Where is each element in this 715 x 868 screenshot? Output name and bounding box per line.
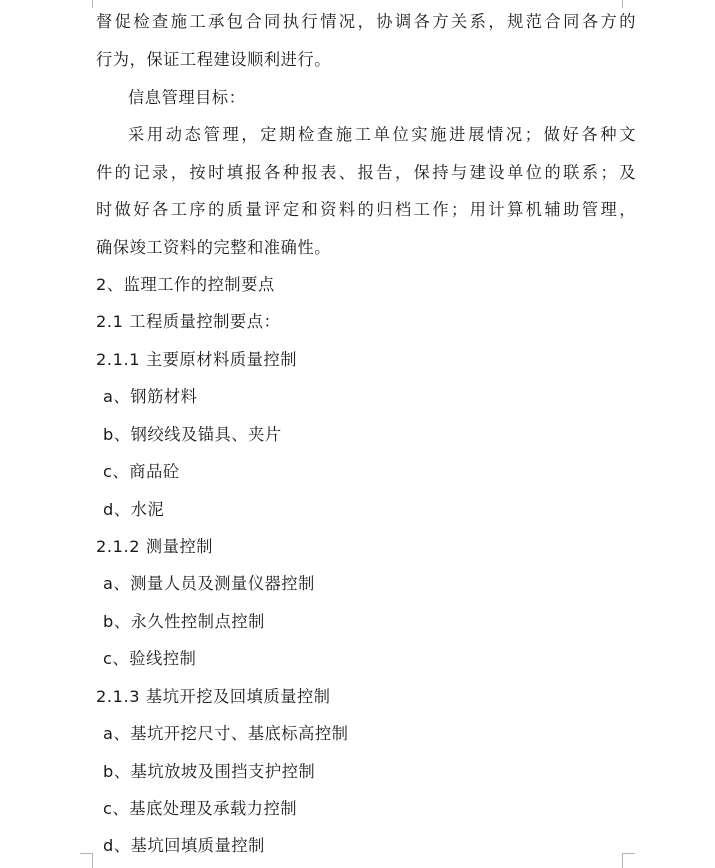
paragraph-line: 采用动态管理，定期检查施工单位实施进展情况；做好各种文 — [128, 125, 636, 144]
page-corner-mark-bottom-left — [80, 853, 93, 868]
paragraph-line: 行为，保证工程建设顺利进行。 — [96, 50, 332, 69]
paragraph-line: 确保竣工资料的完整和准确性。 — [96, 238, 332, 257]
list-item: a、基坑开挖尺寸、基底标高控制 — [103, 724, 349, 743]
list-item: b、永久性控制点控制 — [103, 612, 265, 631]
subsection-heading: 2.1.2 测量控制 — [96, 537, 214, 556]
subsection-heading: 2.1 工程质量控制要点： — [96, 312, 281, 331]
list-item: a、钢筋材料 — [103, 387, 198, 406]
list-item: a、测量人员及测量仪器控制 — [103, 574, 315, 593]
subsection-heading: 2.1.1 主要原材料质量控制 — [96, 350, 298, 369]
list-item: d、水泥 — [103, 500, 165, 519]
section-heading: 2、监理工作的控制要点 — [96, 275, 275, 294]
list-item: c、验线控制 — [103, 649, 197, 668]
list-item: b、基坑放坡及围挡支护控制 — [103, 762, 316, 781]
paragraph-line: 时做好各工序的质量评定和资料的归档工作；用计算机辅助管理， — [96, 200, 636, 219]
paragraph-line: 件的记录，按时填报各种报表、报告，保持与建设单位的联系；及 — [96, 163, 636, 182]
list-item: c、商品砼 — [103, 462, 180, 481]
list-item: c、基底处理及承载力控制 — [103, 799, 298, 818]
info-management-heading: 信息管理目标： — [128, 88, 246, 107]
page-corner-mark-top-right — [622, 0, 635, 8]
paragraph-line: 督促检查施工承包合同执行情况，协调各方关系，规范合同各方的 — [96, 12, 636, 31]
page-corner-mark-top-left — [80, 0, 93, 8]
subsection-heading: 2.1.3 基坑开挖及回填质量控制 — [96, 687, 331, 706]
list-item: d、基坑回填质量控制 — [103, 836, 265, 855]
list-item: b、钢绞线及锚具、夹片 — [103, 425, 282, 444]
